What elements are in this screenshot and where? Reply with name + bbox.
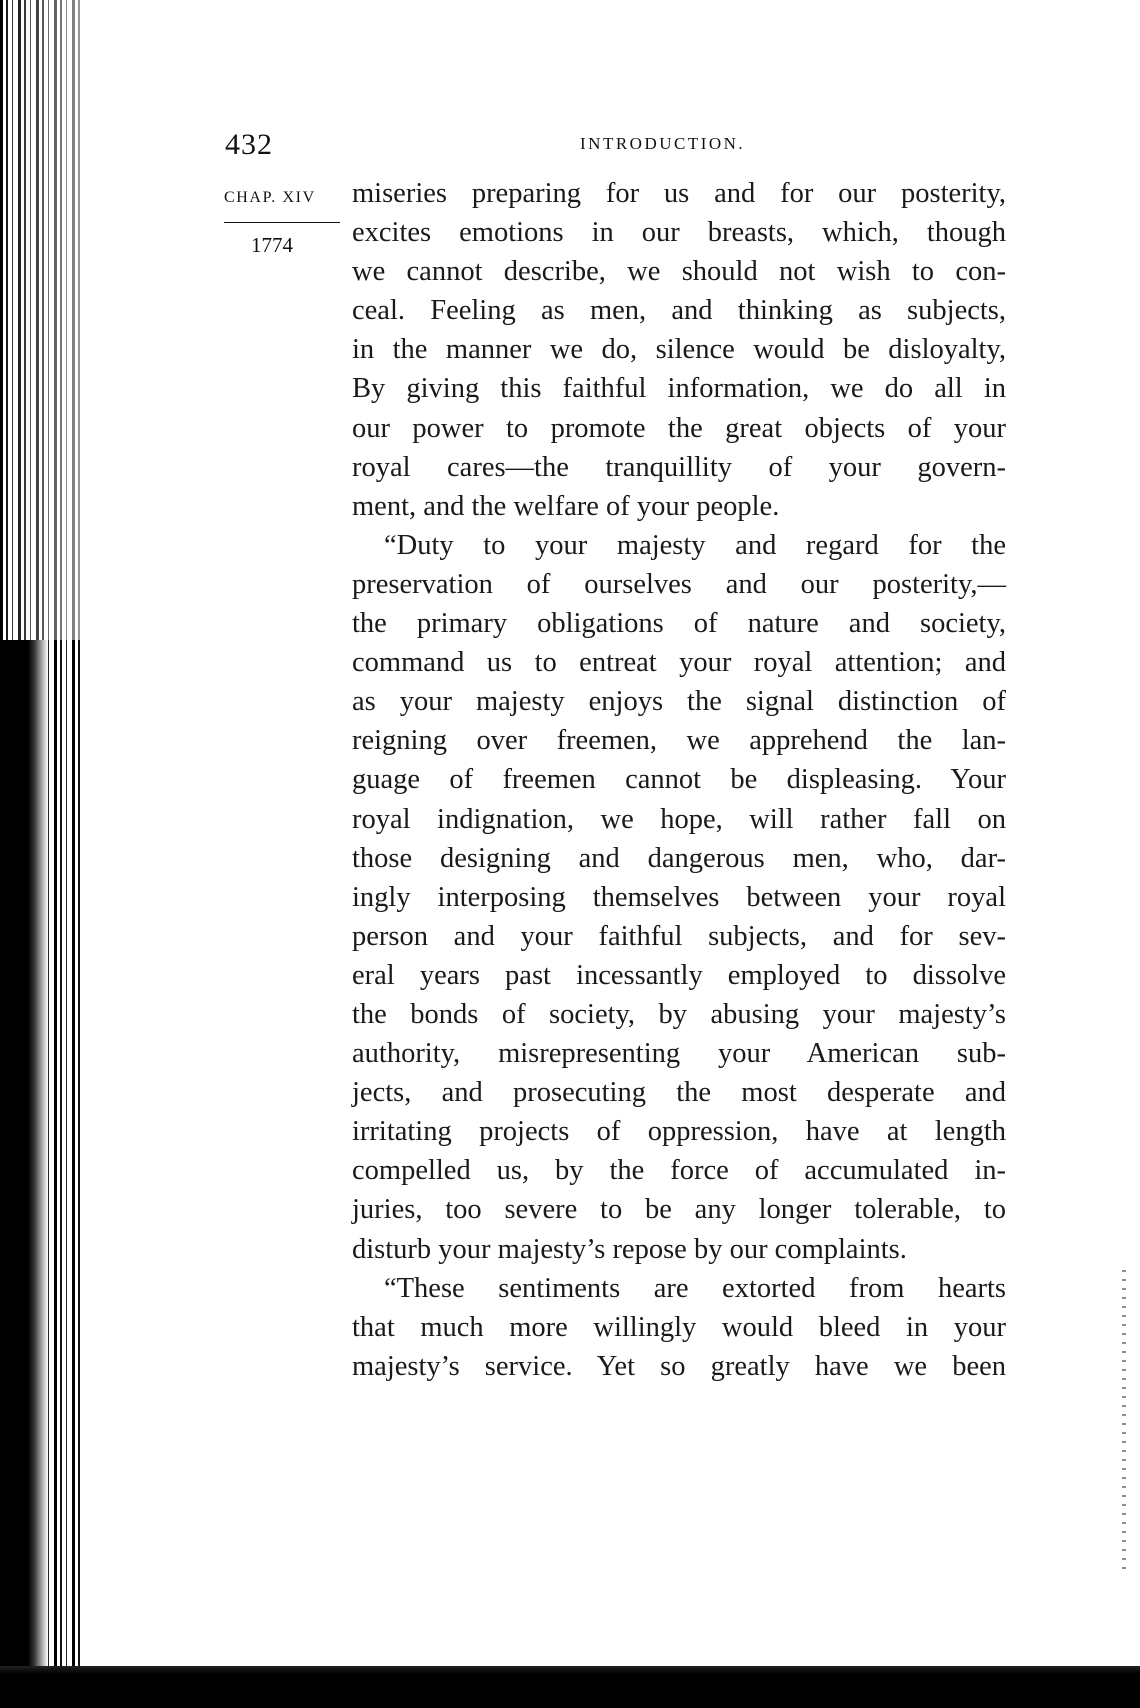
text-line: in the manner we do, silence would be disloyalty, <box>352 334 1006 366</box>
text-line: the bonds of society, by abusing your majesty’s <box>352 998 1006 1030</box>
text-line: as your majesty enjoys the signal distinction of <box>352 686 1006 718</box>
text-line: ceal. Feeling as men, and thinking as subjects, <box>352 295 1006 327</box>
text-line: miseries preparing for us and for our posterity, <box>352 178 1006 209</box>
text-line: “These sentiments are extorted from hearts <box>384 1272 1006 1304</box>
text-line: jects, and prosecuting the most desperate and <box>352 1077 1006 1109</box>
text-line: guage of freemen cannot be displeasing. Your <box>352 764 1006 796</box>
text-line: authority, misrepresenting your American sub- <box>352 1038 1006 1070</box>
text-line: royal indignation, we hope, will rather fall on <box>352 803 1006 835</box>
body-text <box>352 174 1006 1386</box>
text-line: ment, and the welfare of your people. <box>352 490 780 522</box>
text-line: the primary obligations of nature and society, <box>352 608 1006 640</box>
text-line: we cannot describe, we should not wish to con- <box>352 256 1006 288</box>
page-number: 432 <box>225 128 273 161</box>
running-head: INTRODUCTION. <box>580 134 746 153</box>
binding-fade <box>0 0 80 640</box>
text-line: reigning over freemen, we apprehend the lan- <box>352 725 1006 757</box>
text-line: irritating projects of oppression, have at length <box>352 1116 1006 1148</box>
text-line: compelled us, by the force of accumulated in- <box>352 1155 1006 1187</box>
scan-bottom-edge <box>0 1666 1140 1708</box>
scan-right-speckle <box>1122 1270 1126 1570</box>
text-line: royal cares—the tranquillity of your govern- <box>352 451 1006 483</box>
text-line: command us to entreat your royal attention; and <box>352 647 1006 679</box>
text-line: our power to promote the great objects of your <box>352 412 1006 444</box>
text-line: “Duty to your majesty and regard for the <box>384 529 1006 561</box>
text-line: preservation of ourselves and our posterity,— <box>352 568 1006 600</box>
text-line: person and your faithful subjects, and for sev- <box>352 920 1006 952</box>
text-line: disturb your majesty’s repose by our complaints. <box>352 1233 907 1265</box>
text-line: that much more willingly would bleed in your <box>352 1311 1006 1343</box>
margin-rule <box>224 222 340 223</box>
text-line: juries, too severe to be any longer tolerable, to <box>352 1194 1006 1226</box>
text-line: majesty’s service. Yet so greatly have we been <box>352 1350 1006 1382</box>
margin-year: 1774 <box>251 233 293 257</box>
text-line: ingly interposing themselves between your royal <box>352 881 1006 913</box>
text-line: those designing and dangerous men, who, dar- <box>352 842 1006 874</box>
text-line: excites emotions in our breasts, which, though <box>352 217 1006 249</box>
text-line: By giving this faithful information, we do all in <box>352 373 1006 405</box>
binding-core <box>0 640 48 1708</box>
text-line: eral years past incessantly employed to dissolve <box>352 959 1006 991</box>
margin-chapter-label: CHAP. XIV <box>224 189 316 206</box>
